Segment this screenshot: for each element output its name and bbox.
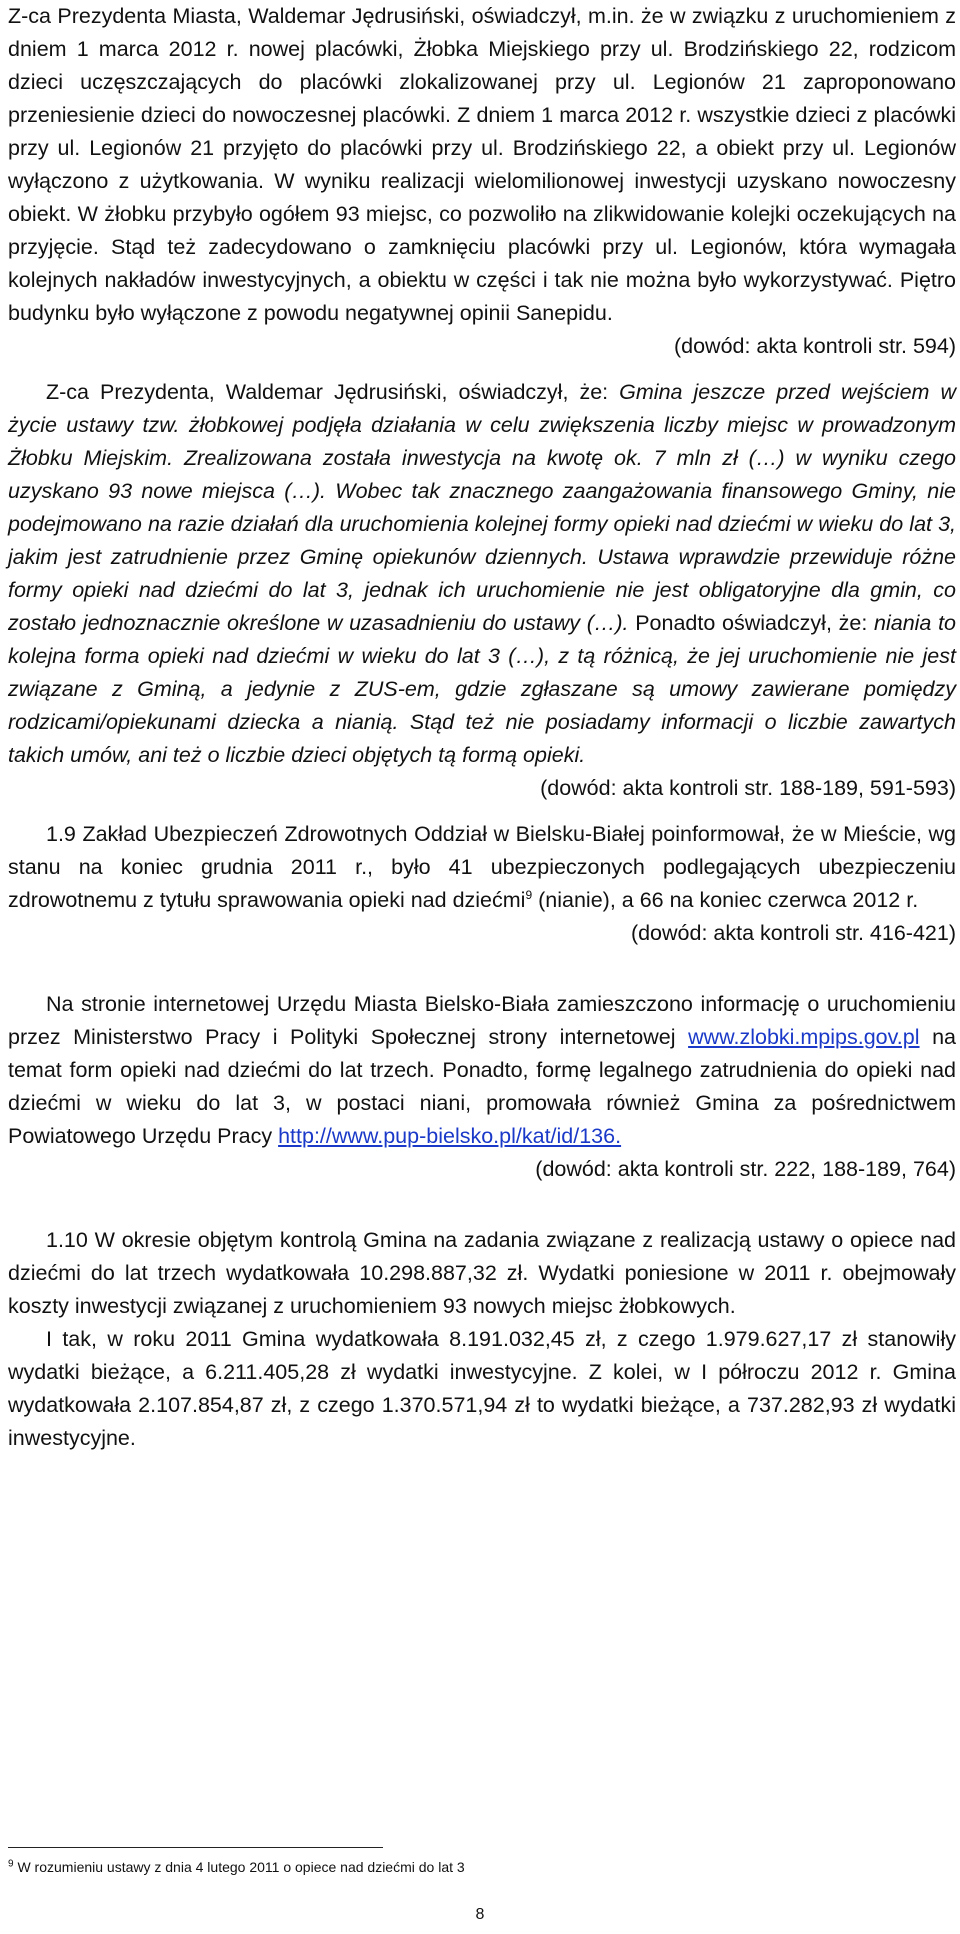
statement-intro: Z-ca Prezydenta, Waldemar Jędrusiński, oświadczył, że: <box>46 380 620 404</box>
quote-gmina: Gmina jeszcze przed wejściem w życie ustawy tzw. żłobkowej podjęła działania w celu zwiększenia liczby miejsc w prowadzonym Żłobku Miejskim. Zrealizowana została inwestycja na kwotę ok. 7 mln zł (…) w wyniku czego uzyskano 93 nowe miejsca (…). Wobec tak znacznego zaangażowania finansowego Gminy, nie podejmowano na razie działań dla uruchomienia kolejnej formy opieki nad dziećmi w wieku do lat 3, jakim jest zatrudnienie przez Gminę opiekunów dziennych. Ustawa wprawdzie przewiduje różne formy opieki nad dziećmi do lat 3, jednak ich uruchomienie nie jest obligatoryjne dla gmin, co zostało jednoznacznie określone w uzasadnieniu do ustawy (…). <box>8 380 956 635</box>
document-body <box>8 0 956 1455</box>
evidence-reference-3: (dowód: akta kontroli str. 416-421) <box>630 921 956 945</box>
paragraph-website-info: Na stronie internetowej Urzędu Miasta Bielsko-Biała zamieszczono informację o uruchomieniu przez Ministerstwo Pracy i Polityki Społecznej strony internetowej www.zlobki.mpips.gov.pl na temat form opieki nad dziećmi do lat trzech. Ponadto, formę legalnego zatrudnienia do opieki nad dziećmi w wieku do lat 3, w postaci niani, promowała również Gmina za pośrednictwem Powiatowego Urzędu Pracy http://www.pup-bielsko.pl/kat/id/136. <box>8 992 956 1148</box>
paragraph-statement-1: Z-ca Prezydenta Miasta, Waldemar Jędrusiński, oświadczył, m.in. że w związku z uruchomieniem z dniem 1 marca 2012 r. nowej placówki, Żłobka Miejskiego przy ul. Brodzińskiego 22, rodzicom dzieci uczęszczających do placówki zlokalizowanej przy ul. Legionów 21 zaproponowano przeniesienie dzieci do nowoczesnej placówki. Z dniem 1 marca 2012 r. wszystkie dzieci z placówki przy ul. Legionów 21 przyjęto do placówki przy ul. Brodzińskiego 22, a obiekt przy ul. Legionów wyłączono z użytkowania. W wyniku realizacji wielomilionowej inwestycji uzyskano nowoczesny obiekt. W żłobku przybyło ogółem 93 miejsc, co pozwoliło na zlikwidowanie kolejki oczekujących na przyjęcie. Stąd też zadecydowano o zamknięciu placówki przy ul. Legionów, która wymagała kolejnych nakładów inwestycyjnych, a obiektu w części i tak nie można było wykorzystywać. Piętro budynku było wyłączone z powodu negatywnej opinii Sanepidu. <box>8 4 956 325</box>
statement-mid: Ponadto oświadczył, że: <box>628 611 874 635</box>
footnote-separator <box>8 1847 383 1848</box>
footnote-number: 9 <box>8 1858 14 1870</box>
page-number: 8 <box>475 1906 485 1923</box>
paragraph-section-1-10: 1.10 W okresie objętym kontrolą Gmina na zadania związane z realizacją ustawy o opiece nad dziećmi do lat trzech wydatkowała 10.298.887,32 zł. Wydatki poniesione w 2011 r. obejmowały koszty inwestycji związanej z uruchomieniem 93 nowych miejsc żłobkowych. <box>8 1228 956 1318</box>
paragraph-expenditures: I tak, w roku 2011 Gmina wydatkowała 8.191.032,45 zł, z czego 1.979.627,17 zł stanowiły wydatki bieżące, a 6.211.405,28 zł wydatki inwestycyjne. Z kolei, w I półroczu 2012 r. Gmina wydatkowała 2.107.854,87 zł, z czego 1.370.571,94 zł to wydatki bieżące, a 737.282,93 zł wydatki inwestycyjne. <box>8 1327 956 1450</box>
paragraph-section-1-9: 1.9 Zakład Ubezpieczeń Zdrowotnych Oddział w Bielsku-Białej poinformował, że w Mieście, wg stanu na koniec grudnia 2011 r., było 41 ubezpieczonych podlegających ubezpieczeniu zdrowotnemu z tytułu sprawowania opieki nad dziećmi$^9$ (nianie), a 66 na koniec czerwca 2012 r. <box>8 822 956 912</box>
footnote-text: W rozumieniu ustawy z dnia 4 lutego 2011 o opiece nad dziećmi do lat 3 <box>13 1859 465 1875</box>
evidence-reference-2: (dowód: akta kontroli str. 188-189, 591-593) <box>540 776 956 800</box>
link-pup-bielsko[interactable]: http://www.pup-bielsko.pl/kat/id/136. <box>278 1124 622 1148</box>
evidence-reference-1: (dowód: akta kontroli str. 594) <box>673 334 956 358</box>
quote-niania: niania to kolejna forma opieki nad dziećmi w wieku do lat 3 (…), z tą różnicą, że jej uruchomienie nie jest związane z Gminą, a jedynie z ZUS-em, gdzie zgłaszane są umowy zawierane pomiędzy rodzicami/opiekunami dziecka a nianią. Stąd też nie posiadamy informacji o liczbie zawartych takich umów, ani też o liczbie dzieci objętych tą formą opieki. <box>8 611 957 767</box>
evidence-reference-4: (dowód: akta kontroli str. 222, 188-189, 764) <box>535 1157 956 1181</box>
paragraph-statement-2 <box>8 376 956 772</box>
link-zlobki-mpips[interactable]: www.zlobki.mpips.gov.pl <box>688 1025 920 1049</box>
footnote <box>8 1858 465 1876</box>
footnote-ref: 9 <box>525 887 533 902</box>
